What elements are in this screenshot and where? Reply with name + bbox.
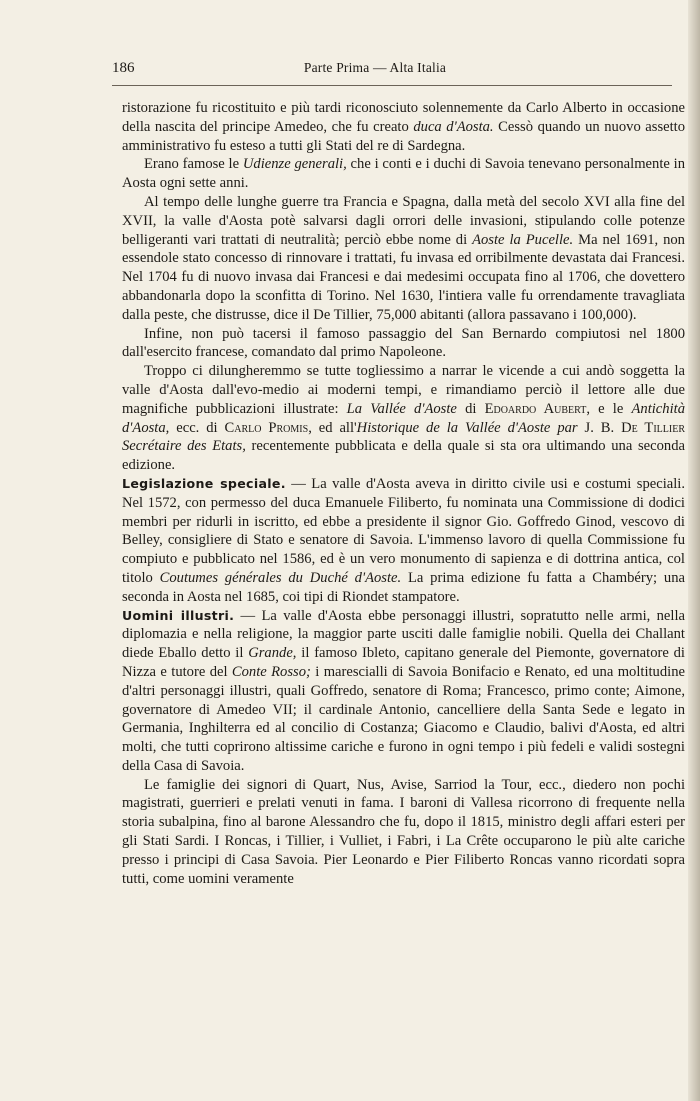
paragraph: Al tempo delle lunghe guerre tra Francia e Spagna, dalla metà del secolo XVI alla fine del XVII, la valle d'Aosta potè salvarsi dagli orrori delle invasioni, stipulando colle potenze belligeranti vari trattati di neutralità; perciò ebbe nome di Aoste la Pucelle. Ma nel 1691, non essendole stato concesso di rinnovare i trattati, fu invasa ed orribilmente devastata dai Francesi. Nel 1704 fu di nuovo invasa dai Francesi e dai medesimi occupata fino al 1706, che dovettero abbandonarla dopo la sconfitta di Torino. Nel 1630, l'intiera valle fu orrendamente travagliata dalla peste, che distrusse, dice il De Tillier, 75,000 abitanti (allora passavano i 100,000). (122, 193, 685, 323)
running-title: Parte Prima — Alta Italia (303, 60, 447, 75)
running-head (112, 60, 682, 82)
paragraph: Erano famose le Udienze generali, che i conti e i duchi di Savoia tenevano personalmente in Aosta ogni sette anni. (122, 156, 685, 192)
paragraph-legislazione: Legislazione speciale. — La valle d'Aosta aveva in diritto civile usi e costumi speciali. Nel 1572, con permesso del duca Emanuele Filiberto, fu nominata una Commissione di dodici membri per ridurli in iscritto, ed ebbe a presidente il signor Gio. Goffredo Ginod, vescovo di Belley, consigliere di Stato e senatore di Savoia. L'immenso lavoro di quella Commissione fu compiuto e pubblicato nel 1586, ed è un vero monumento di sapienza e di dottrina antica, col titolo Coutumes générales du Duché d'Aoste. La prima edizione fu fatta a Chambéry; una seconda in Aosta nel 1685, coi tipi di Riondet stampatore. (122, 475, 685, 605)
page-edge (688, 0, 700, 1101)
paragraph: Infine, non può tacersi il famoso passaggio del San Bernardo compiutosi nel 1800 dall'esercito francese, comandato dal primo Napoleone. (122, 325, 685, 361)
section-heading: Uomini illustri. (122, 607, 235, 623)
paragraph: Troppo ci dilungheremmo se tutte togliessimo a narrar le vicende a cui andò soggetta la valle d'Aosta dall'evo-medio ai moderni tempi, e rimandiamo perciò il lettore alle due magnifiche pubblicazioni illustrate: La Vallée d'Aoste di Edoardo Aubert, e le Antichità d'Aosta, ecc. di Carlo Promis, ed all'Historique de la Vallée d'Aoste par J. B. De Tillier Secrétaire des Etats, recentemente pubblicata e della quale si sta ora ultimando una seconda edizione. (122, 363, 685, 474)
paragraph: Le famiglie dei signori di Quart, Nus, Avise, Sarriod la Tour, ecc., diedero non pochi magistrati, guerrieri e prelati venuti in fama. I baroni di Vallesa ricorrono di frequente nella storia subalpina, fino al barone Alessandro che fu, dopo il 1815, ministro degli affari esteri per gli Stati Sardi. I Roncas, i Tillier, i Vulliet, i Fabri, i La Crête occuparono le più alte cariche presso i principi di Casa Savoia. Pier Leonardo e Pier Filiberto Roncas vanno ricordati sopra tutti, come uomini veramente (122, 776, 685, 887)
header-rule (112, 85, 672, 86)
paragraph: ristorazione fu ricostituito e più tardi riconosciuto solennemente da Carlo Alberto in occasione della nascita del principe Amedeo, che fu creato duca d'Aosta. Cessò quando un nuovo assetto amministrativo fu esteso a tutti gli Stati del re di Sardegna. (122, 100, 686, 154)
page-number: 186 (112, 60, 135, 76)
main-text (122, 99, 685, 888)
paragraph-uomini-illustri: Uomini illustri. — La valle d'Aosta ebbe personaggi illustri, sopratutto nelle armi, nella diplomazia e nella religione, la maggior parte usciti dalle famiglie nobili. Quella dei Challant diede Eballo detto il Grande, il famoso Ibleto, capitano generale del Piemonte, governatore di Nizza e tutore del Conte Rosso; i marescialli di Savoia Bonifacio e Renato, ed una moltitudine d'altri personaggi illustri, quali Goffredo, senatore di Roma; Francesco, primo conte; Aimone, governatore di Amedeo VII; il cardinale Antonio, cancelliere della Santa Sede e legato in Germania, Inghilterra ed al concilio di Costanza; Giacomo e Claudio, balivi d'Aosta, ed altri molti, che tutti coprirono altissime cariche e furono in ogni tempo i più fedeli e validi sostegni della Casa di Savoia. (122, 607, 685, 774)
section-heading: Legislazione speciale. (122, 475, 286, 491)
